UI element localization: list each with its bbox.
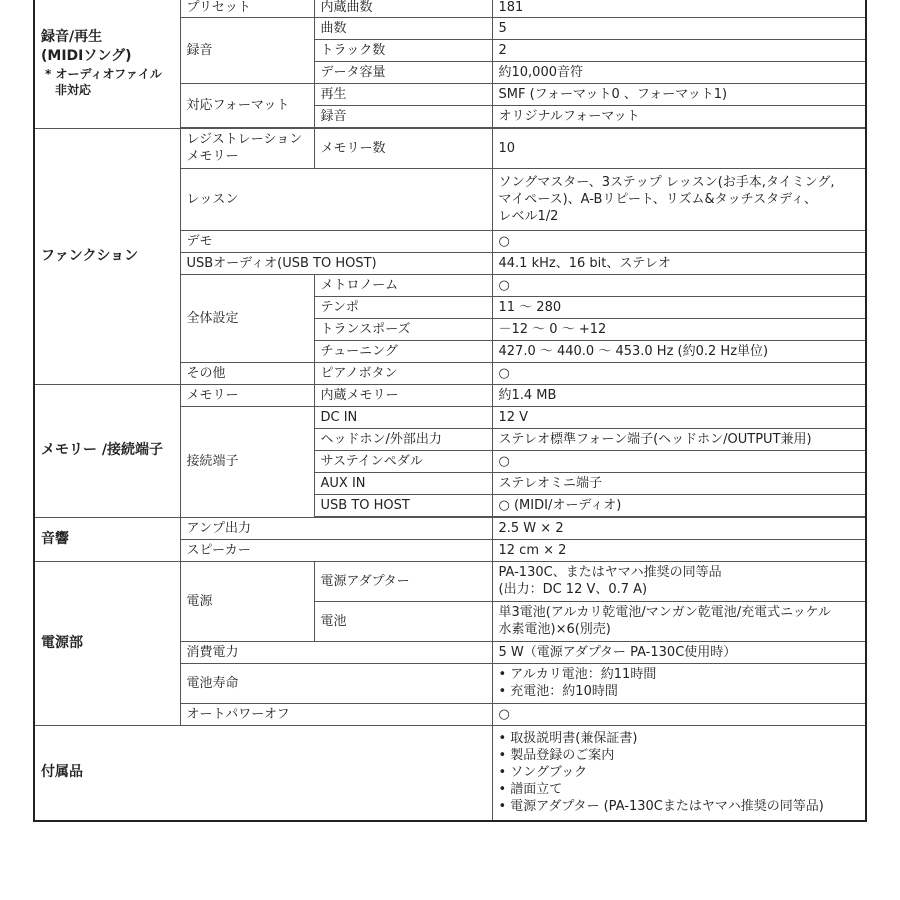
- category-recording-line2: (MIDIソング): [41, 47, 132, 64]
- usb-audio-label: USBオーディオ(USB TO HOST): [180, 252, 492, 274]
- data-capacity-value: 約10,000音符: [492, 61, 866, 83]
- usb-to-host-label: USB TO HOST: [314, 494, 492, 516]
- category-function: ファンクション: [34, 128, 180, 384]
- battery-life-line1: • アルカリ電池：約11時間: [498, 667, 657, 682]
- headphones-label: ヘッドホン/外部出力: [314, 428, 492, 450]
- consumption-value: 5 W（電源アダプター PA-130C使用時）: [492, 641, 866, 663]
- adapter-value-line1: PA-130C、またはヤマハ推奨の同等品: [498, 565, 722, 580]
- accessory-item: • 譜面立て: [498, 782, 563, 798]
- speaker-label: スピーカー: [180, 539, 492, 561]
- memory-label: メモリー: [180, 384, 314, 406]
- dc-in-label: DC IN: [314, 406, 492, 428]
- aux-in-value: ステレオミニ端子: [492, 472, 866, 494]
- song-count-label: 曲数: [314, 17, 492, 39]
- category-sound: 音響: [34, 517, 180, 561]
- piano-button-label: ピアノボタン: [314, 362, 492, 384]
- song-count-value: 5: [492, 17, 866, 39]
- category-memory-connectors: メモリー /接続端子: [34, 384, 180, 517]
- accessory-item: • 製品登録のご案内: [498, 748, 615, 764]
- internal-songs-value: 181: [492, 0, 866, 17]
- category-recording-line1: 録音/再生: [41, 28, 103, 45]
- accessory-item: • 取扱説明書(兼保証書): [498, 731, 638, 747]
- tuning-label: チューニング: [314, 340, 492, 362]
- metronome-label: メトロノーム: [314, 274, 492, 296]
- battery-value-line1: 単3電池(アルカリ乾電池/マンガン乾電池/充電式ニッケル: [498, 605, 831, 620]
- lesson-label: レッスン: [180, 168, 492, 230]
- registration-line2: メモリー: [186, 149, 239, 164]
- spec-table: [33, 0, 867, 822]
- memory-count-value: 10: [492, 128, 866, 168]
- internal-memory-value: 約1.4 MB: [492, 384, 866, 406]
- speaker-value: 12 cm × 2: [492, 539, 866, 561]
- playback-label: 再生: [314, 83, 492, 105]
- accessories-value: [492, 725, 866, 821]
- rec-format-value: オリジナルフォーマット: [492, 105, 866, 127]
- accessory-item: • 電源アダプター (PA-130Cまたはヤマハ推奨の同等品): [498, 799, 824, 815]
- category-accessories: 付属品: [34, 725, 492, 821]
- table-row: [34, 384, 866, 406]
- internal-memory-label: 内蔵メモリー: [314, 384, 492, 406]
- rec-format-label: 録音: [314, 105, 492, 127]
- adapter-label: 電源アダプター: [314, 561, 492, 601]
- battery-life-label: 電池寿命: [180, 663, 492, 703]
- sustain-label: サステインペダル: [314, 450, 492, 472]
- recording-label: 録音: [180, 17, 314, 83]
- connectors-label: 接続端子: [180, 406, 314, 517]
- battery-value-line2: 水素電池)×6(別売): [498, 622, 611, 637]
- sustain-value: ○: [492, 450, 866, 472]
- tracks-label: トラック数: [314, 39, 492, 61]
- usb-to-host-value: ○ (MIDI/オーディオ): [492, 494, 866, 516]
- tuning-value: 427.0 ～ 440.0 ～ 453.0 Hz (約0.2 Hz単位): [492, 340, 866, 362]
- battery-label: 電池: [314, 601, 492, 641]
- table-row: [34, 128, 866, 168]
- playback-value: SMF (フォーマット0 、フォーマット1): [492, 83, 866, 105]
- piano-button-value: ○: [492, 362, 866, 384]
- registration-line1: レジストレーション: [186, 132, 303, 147]
- usb-audio-value: 44.1 kHz、16 bit、ステレオ: [492, 252, 866, 274]
- transpose-label: トランスポーズ: [314, 318, 492, 340]
- demo-label: デモ: [180, 230, 492, 252]
- lesson-value-line1: ソングマスター、3ステップ レッスン(お手本,タイミング,: [498, 174, 835, 190]
- category-power: 電源部: [34, 561, 180, 725]
- demo-value: ○: [492, 230, 866, 252]
- lesson-value-line3: レベル1/2: [498, 208, 559, 224]
- amp-value: 2.5 W × 2: [492, 517, 866, 539]
- aux-in-label: AUX IN: [314, 472, 492, 494]
- lesson-value-line2: マイペース)、A-Bリピート、リズム&タッチスタディ、: [498, 191, 818, 207]
- battery-value: [492, 601, 866, 641]
- data-capacity-label: データ容量: [314, 61, 492, 83]
- dc-in-value: 12 V: [492, 406, 866, 428]
- accessory-item: • ソングブック: [498, 765, 588, 781]
- adapter-value: [492, 561, 866, 601]
- global-settings-label: 全体設定: [180, 274, 314, 362]
- power-supply-label: 電源: [180, 561, 314, 641]
- table-row: [34, 561, 866, 601]
- lesson-value: [492, 168, 866, 230]
- memory-count-label: メモリー数: [314, 128, 492, 168]
- internal-songs-label: 内蔵曲数: [314, 0, 492, 17]
- tempo-value: 11 ～ 280: [492, 296, 866, 318]
- headphones-value: ステレオ標準フォーン端子(ヘッドホン/OUTPUT兼用): [492, 428, 866, 450]
- transpose-value: －12 ～ 0 ～ +12: [492, 318, 866, 340]
- battery-life-line2: • 充電池：約10時間: [498, 684, 618, 699]
- auto-power-off-label: オートパワーオフ: [180, 703, 492, 725]
- category-recording-note2: 非対応: [55, 82, 92, 97]
- table-row: [34, 0, 866, 17]
- formats-label: 対応フォーマット: [180, 83, 314, 127]
- tracks-value: 2: [492, 39, 866, 61]
- adapter-value-line2: (出力：DC 12 V、0.7 A): [498, 582, 648, 597]
- consumption-label: 消費電力: [180, 641, 492, 663]
- table-row: [34, 517, 866, 539]
- preset-label: プリセット: [180, 0, 314, 17]
- registration-label: [180, 128, 314, 168]
- category-recording: [34, 0, 180, 128]
- amp-label: アンプ出力: [180, 517, 492, 539]
- other-label: その他: [180, 362, 314, 384]
- metronome-value: ○: [492, 274, 866, 296]
- tempo-label: テンポ: [314, 296, 492, 318]
- category-recording-note1: * オーディオファイル: [45, 66, 162, 81]
- table-row: [34, 725, 866, 821]
- auto-power-off-value: ○: [492, 703, 866, 725]
- battery-life-value: [492, 663, 866, 703]
